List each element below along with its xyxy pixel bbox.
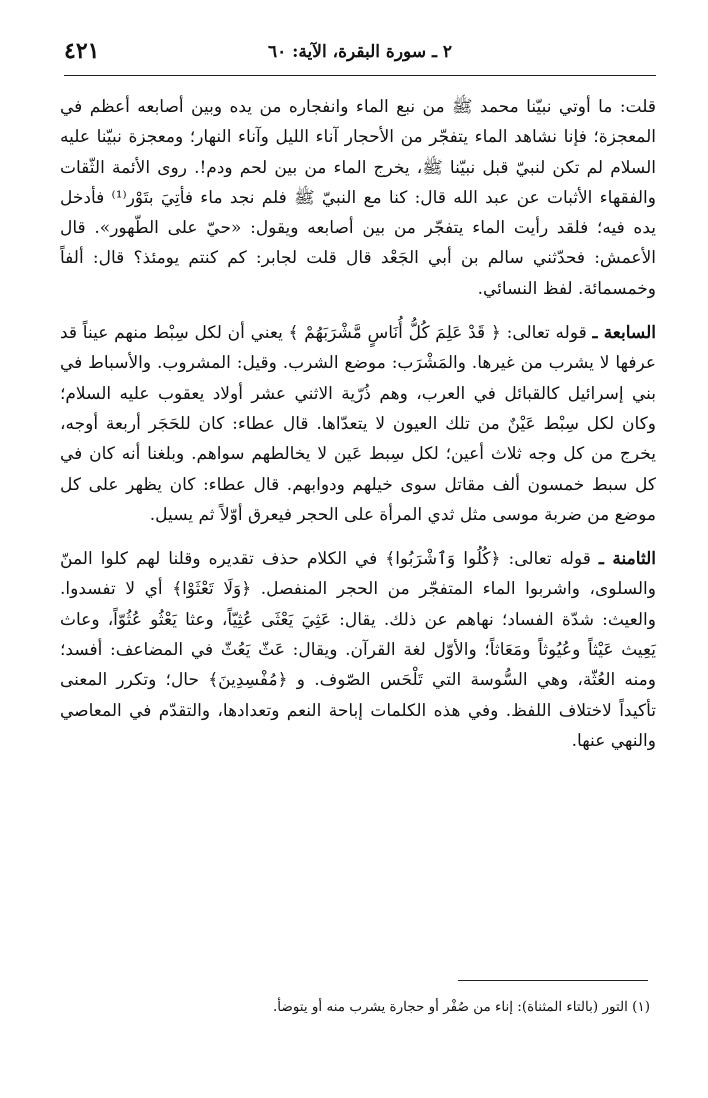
paragraph-text: قوله تعالى: ﴿ قَدْ عَلِمَ كُلُّ أُنَاسٍ مَّشْرَبَهُمْ ﴾ يعني أن لكل سِبْط منهم عيناً قد عرفها لا يشرب من غيرها. والمَشْرَب: موضع الشرب. وقيل: المشروب. والأسباط في بني إسرائيل كالقبائل في العرب، وهم ذُرّية الاثني عشر أولاد يعقوب عليه السلام؛ وكان لكل سِبْط عَيْنٌ من تلك العيون لا يتعدّاها. قال عطاء: كان للحَجَر أربعة أوجه، يخرج من كل وجه ثلاث أعين؛ لكل سِبط عَين لا يخالطهم سواهم. وبلغنا أنه كان في كل سبط خمسون ألف مقاتل سوى خيلهم ودوابهم. قال عطاء: كان يظهر على كل موضع من ضربة موسى مثل ثدي المرأة على الحجر فيعرق أوّلاً ثم يسيل. <box>60 323 656 525</box>
paragraph-1 <box>60 92 656 304</box>
paragraph-3 <box>60 544 656 756</box>
page-header <box>64 36 656 76</box>
footnote-rule <box>458 980 648 981</box>
header-rule <box>64 75 656 76</box>
footnote: (١) التور (بالتاء المثناة): إناء من صُفْر أو حجارة يشرب منه أو يتوضأ. <box>272 999 650 1015</box>
paragraph-2 <box>60 318 656 530</box>
paragraph-text: قوله تعالى: ﴿كُلُوا وَٱشْرَبُوا﴾ في الكلام حذف تقديره وقلنا لهم كلوا المنّ والسلوى، واشربوا الماء المتفجّر من الحجر المنفصل. ﴿وَلَا تَعْثَوْا﴾ أي لا تفسدوا. والعيث: شدّة الفساد؛ نهاهم عن ذلك. يقال: عَثِيَ يَعْثَى عُثِيّاً، وعثا يَعْثُو عُثُوّاً، وعاث يَعِيث عَيْثاً وعُيُوثاً ومَعَاثاً؛ والأوّل لغة القرآن. ويقال: عَثّ يَعُثّ في المضاعف: أفسد؛ ومنه العُثّة، وهي السُّوسة التي تَلْحَس الصّوف. و ﴿مُفْسِدِينَ﴾ حال؛ وتكرر المعنى تأكيداً لاختلاف اللفظ. وفي هذه الكلمات إباحة النعم وتعدادها، والتقدّم في المعاصي والنهي عنها. <box>60 549 656 751</box>
page-number: ٤٢١ <box>64 38 100 64</box>
main-text <box>60 92 656 756</box>
section-heading: السابعة ـ <box>592 323 656 344</box>
running-title: ٢ ـ سورة البقرة، الآية: ٦٠ <box>267 42 453 62</box>
paragraph-text: قلت: ما أوتي نبيّنا محمد ﷺ من نبع الماء وانفجاره من يده وبين أصابعه أعظم في المعجزة؛ فإنا نشاهد الماء يتفجّر من الأحجار آناء الليل وآناء النهار؛ ومعجزة نبيّنا عليه السلام لم تكن لنبيّ قبل نبيّنا ﷺ، يخرج الماء من بين لحم ودم!. روى الأئمة الثّقات والفقهاء الأثبات عن عبد الله قال: كنا مع النبيّ ﷺ فلم نجد ماء فأتِيَ بتَوْر⁽¹⁾ فأدخل يده فيه؛ فلقد رأيت الماء يتفجّر من بين أصابعه ويقول: «حيّ على الطّهور». قال الأعمش: فحدّثني سالم بن أبي الجَعْد قال قلت لجابر: كم كنتم يومئذ؟ قال: ألفاً وخمسمائة. لفظ النسائي. <box>60 97 656 299</box>
section-heading: الثامنة ـ <box>598 549 656 570</box>
